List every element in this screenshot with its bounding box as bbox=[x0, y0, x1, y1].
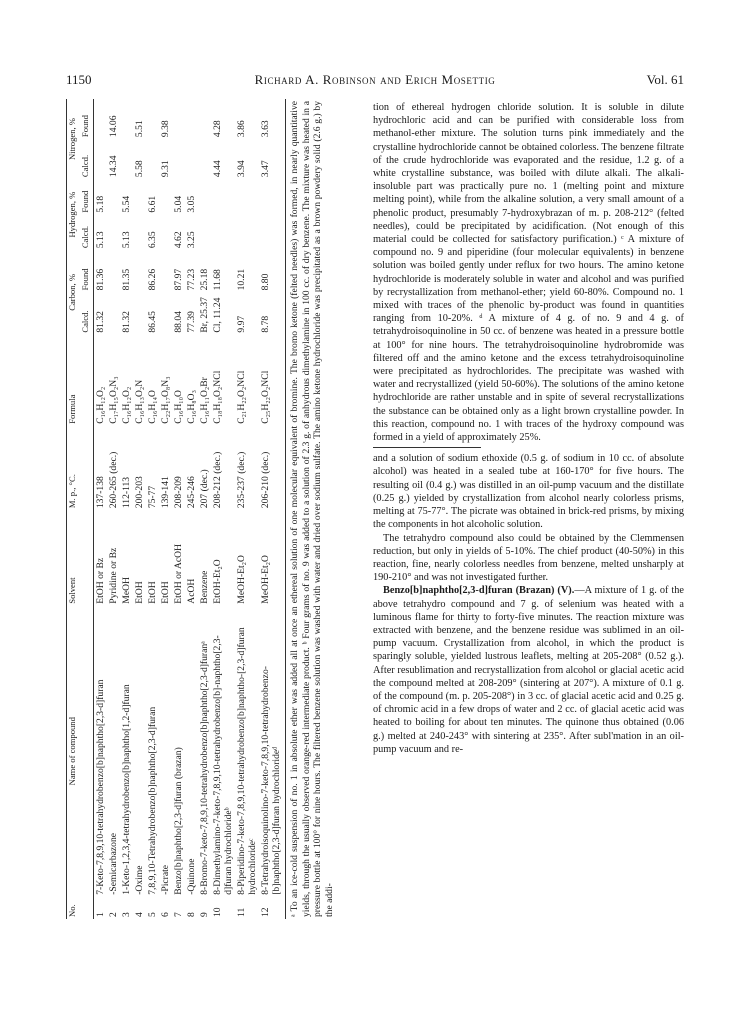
cell-h-calc bbox=[159, 215, 172, 251]
cell-solvent: AcOH bbox=[185, 578, 197, 604]
cell-h-calc: 5.13 bbox=[94, 231, 106, 249]
cell-n-found bbox=[198, 99, 211, 139]
cell-c-calc: 88.04 bbox=[172, 311, 184, 333]
cell-c-found: 11.68 bbox=[212, 269, 224, 291]
cell-h-found: 6.61 bbox=[146, 195, 158, 213]
cell-name: -Quinone bbox=[185, 858, 197, 895]
cell-c-found bbox=[159, 250, 172, 292]
cell-formula: C₁₆H₁₂O₂ bbox=[94, 386, 106, 424]
col-n-found: Found bbox=[80, 99, 93, 139]
cell-h-calc bbox=[198, 215, 211, 251]
cell-n-calc bbox=[198, 139, 211, 179]
cell-c-calc: Cl, 11.24 bbox=[212, 297, 224, 333]
col-carbon: Carbon, % bbox=[67, 250, 80, 334]
cell-name: 8-Tetrahydroisoquinolino-7-keto-7,8,9,10-tetrahydrobenzo-[b]naphtho[2,3-d]furan hydrochlorideᵈ bbox=[259, 606, 286, 897]
cell-h-calc: 6.35 bbox=[146, 231, 158, 249]
cell-c-calc: 77.39 bbox=[185, 311, 197, 333]
cell-formula: C₂₅H₂₂O₂NCl bbox=[259, 335, 286, 426]
cell-solvent: EtOH bbox=[159, 581, 171, 604]
cell-no: 6 bbox=[159, 912, 171, 917]
cell-no: 12 bbox=[259, 897, 286, 919]
cell-n-found: 14.06 bbox=[107, 115, 119, 138]
col-formula: Formula bbox=[67, 335, 80, 426]
cell-n-calc: 3.47 bbox=[259, 139, 286, 179]
cell-h-found bbox=[159, 179, 172, 215]
table-row bbox=[120, 99, 133, 919]
cell-h-found: 3.05 bbox=[185, 195, 197, 213]
cell-n-calc bbox=[172, 139, 185, 179]
cell-no: 10 bbox=[212, 907, 224, 917]
cell-h-found bbox=[259, 179, 286, 215]
table-row bbox=[133, 99, 146, 919]
col-nitrogen: Nitrogen, % bbox=[67, 99, 80, 179]
cell-n-found: 3.63 bbox=[259, 99, 286, 139]
paragraph: The tetrahydro compound also could be obtained by the Clemmensen reduction, but only in yields of 5-10%. The chief product (40-50%) in this reaction, fine, nearly colorless needles from benzene, melted unsharply at 190-210° and was not investigated further. bbox=[373, 532, 684, 584]
paragraph-text: —A mixture of 1 g. of the above tetrahydro compound and 7 g. of selenium was heated with a luminous flame for thirty to forty-five minutes. The reaction mixture was extracted with benzene, and the benzene residue was sublimed in an oil-pump vacuum. Crystallization from alcohol, in which the product is sparingly soluble, yielded lustrous leaflets, melting at 205-208° (0.52 g.). After resublimation and recrystallization from alcohol or glacial acetic acid the compound melted at 208-209° (sintering at 207°). A mixture of 0.1 g. of the compound (m. p. 205-208°) in 3 cc. of glacial acetic acid and 0.25 g. of chromic acid in a few drops of water and 2 cc. of glacial acetic acid was heated to boiling for about ten minutes. The quinone thus obtained (0.06 g.) melted at 240-243° with sintering at 235°. After subl'mation in an oil-pump vacuum and re- bbox=[373, 585, 684, 755]
cell-c-calc bbox=[133, 292, 146, 334]
cell-mp: 112-113 bbox=[120, 476, 132, 509]
col-h-calcd: Calcd. bbox=[80, 215, 93, 251]
cell-mp: 200-203 bbox=[133, 476, 145, 509]
cell-c-found: 87.97 bbox=[172, 268, 184, 291]
section-heading: Benzo[b]naphtho[2,3-d]furan (Brazan) (V). bbox=[383, 585, 575, 597]
cell-h-calc: 3.25 bbox=[185, 231, 197, 249]
cell-name: 8-Piperidino-7-keto-7,8,9,10-tetrahydrobenzo[b]naphtho-[2,3-d]furan hydrochlorideᶜ bbox=[236, 627, 259, 895]
cell-no: 8 bbox=[185, 912, 197, 917]
cell-no: 9 bbox=[199, 912, 210, 917]
cell-h-found bbox=[198, 179, 211, 215]
cell-mp: 206-210 (dec.) bbox=[259, 426, 286, 510]
cell-name: -Semicarbazone bbox=[107, 832, 119, 895]
cell-mp: 139-141 bbox=[159, 476, 171, 509]
table-row bbox=[198, 99, 211, 919]
cell-c-calc bbox=[159, 292, 172, 334]
cell-name: 8-Dimethylamino-7-keto-7,8,9,10-tetrahydrobenzo[b]-naphtho[2,3-d]furan hydrochlorideᵇ bbox=[212, 635, 235, 895]
cell-n-found: 9.38 bbox=[159, 120, 171, 138]
table-row bbox=[107, 99, 120, 919]
table-row bbox=[93, 99, 107, 919]
cell-h-calc bbox=[107, 215, 120, 251]
cell-formula: C₁₆H₁₄O bbox=[146, 390, 158, 424]
col-h-found: Found bbox=[80, 179, 93, 215]
col-c-calcd: Calcd. bbox=[80, 292, 93, 334]
cell-n-calc bbox=[146, 139, 159, 179]
cell-formula: C₁₆H₁₃O₂N bbox=[133, 379, 145, 424]
cell-c-found: 81.36 bbox=[94, 268, 106, 291]
cell-n-found: 4.28 bbox=[212, 120, 224, 138]
cell-solvent: EtOH or AcOH bbox=[172, 544, 184, 604]
col-no: No. bbox=[67, 897, 80, 919]
cell-mp: 137-138 bbox=[94, 476, 106, 509]
cell-n-calc bbox=[185, 139, 198, 179]
cell-c-found: 77.23 bbox=[185, 268, 197, 291]
table-row bbox=[146, 99, 159, 919]
cell-mp: 208-209 bbox=[172, 476, 184, 509]
cell-name: 7-Keto-7,8,9,10-tetrahydrobenzo[b]naphtho[2,3-d]furan bbox=[94, 679, 106, 895]
cell-formula: C₁₆H₈O₃ bbox=[185, 390, 197, 424]
cell-c-found: 10.21 bbox=[236, 268, 248, 291]
cell-h-calc bbox=[235, 215, 259, 251]
cell-c-found: 86.26 bbox=[146, 268, 158, 291]
cell-solvent: Benzene bbox=[199, 570, 210, 604]
cell-name: 1-Keto-1,2,3,4-tetrahydrobenzo[b]naphtho[1,2-d]furan bbox=[120, 684, 132, 895]
cell-h-found bbox=[107, 179, 120, 215]
cell-name: Benzo[b]naphtho[2,3-d]furan (brazan) bbox=[172, 747, 184, 895]
running-title: Richard A. Robinson and Erich Mosettig bbox=[254, 72, 496, 87]
cell-h-calc bbox=[211, 215, 235, 251]
cell-c-calc bbox=[107, 292, 120, 334]
cell-h-calc: 5.13 bbox=[120, 231, 132, 249]
footnote-rule bbox=[373, 447, 481, 448]
cell-c-calc: 81.32 bbox=[94, 311, 106, 333]
cell-name: -Picrate bbox=[159, 864, 171, 895]
cell-mp: 75-77 bbox=[146, 485, 158, 509]
cell-mp: 260-265 (dec.) bbox=[107, 451, 119, 509]
table-row bbox=[259, 99, 286, 919]
table-row bbox=[159, 99, 172, 919]
cell-solvent: EtOH-Et₂O bbox=[212, 559, 224, 604]
cell-solvent: EtOH or Bz bbox=[94, 557, 106, 604]
cell-name: -Oxime bbox=[133, 865, 145, 895]
cell-c-calc: 8.78 bbox=[259, 292, 286, 334]
cell-formula: C₁₆H₁₂O₂ bbox=[120, 386, 132, 424]
cell-n-calc: 3.94 bbox=[236, 160, 248, 178]
cell-c-found: 25.18 bbox=[199, 268, 210, 291]
col-n-calcd: Calcd. bbox=[80, 139, 93, 179]
cell-no: 2 bbox=[107, 912, 119, 917]
cell-c-calc: Br, 25.37 bbox=[199, 297, 210, 333]
running-header bbox=[66, 72, 684, 94]
cell-n-calc: 5.58 bbox=[133, 160, 145, 178]
cell-mp: 208-212 (dec.) bbox=[212, 451, 224, 509]
cell-c-calc: 86.45 bbox=[146, 311, 158, 333]
compound-table bbox=[66, 99, 356, 919]
col-c-found: Found bbox=[80, 250, 93, 292]
cell-solvent: EtOH bbox=[146, 581, 158, 604]
cell-solvent: EtOH bbox=[133, 581, 145, 604]
cell-formula: C₁₇H₁₅O₂N₃ bbox=[107, 376, 119, 424]
cell-no: 5 bbox=[146, 912, 158, 917]
cell-solvent: MeOH-Et₂O bbox=[236, 555, 248, 604]
paragraph bbox=[373, 584, 684, 756]
paragraph: tion of ethereal hydrogen chloride solution. It is soluble in dilute hydrochloric acid and can be purified with considerable loss from methanol-ether mixture. The solution turns pink immediately and the crystalline hydrochloride cannot be obtained colorless. The benzene filtrate of the crude hydrochloride was evaporated and the residue, 1.2 g. of a white crystalline substance, was boiled with dilute alkali. The alkali-insoluble part was practically pure no. 1 (melting point and mixture melting point), while from the alkaline solution, a very small amount of a phenolic product, presumably 7-hydroxybrazan of m. p. 208-212° (felted needles), could be precipitated by acidification. (Not enough of this material could be collected for satisfactory purification.) ᶜ A mixture of compound no. 9 and piperidine (four molecular equivalents) in benzene solution was boiled gently under reflux for two hours. The amino ketone hydrochloride is moderately soluble in water and alcohol and was purified by recrystallization from methanol-ether; yield 60-80%. Compound no. 1 mixed with traces of the phenolic by-product was found in quantities ranging from 10-20%. ᵈ A mixture of 4 g. of no. 9 and 4 g. of tetrahydroisoquinoline in 50 cc. of benzene was heated in a pressure bottle at 100° for nine hours. The tetrahydroisoquinoline hydrobromide was filtered off and the amino ketone and the excess tetrahydroisoquinoline were precipitated as hydrochlorides. The precipitate was washed with water and recrystallized (yield 50-60%). The solutions of the amino ketone hydrochloride are rather unstable and in spite of several recrystallizations the substance can be obtained only as a light brown crystalline powder. In this reaction, compound no. 1 with traces of the hydroxy compound was formed in a yield of approximately 25%. bbox=[373, 102, 684, 444]
cell-name: 7,8,9,10-Tetrahydrobenzo[b]naphtho[2,3-d]furan bbox=[146, 706, 158, 895]
cell-formula: C₁₆H₁₁O₂Br bbox=[199, 377, 210, 424]
cell-name: 8-Bromo-7-keto-7,8,9,10-tetrahydrobenzo[b]naphtho[2,3-d]furanᵃ bbox=[199, 641, 210, 895]
col-name: Name of compound bbox=[67, 606, 80, 897]
col-hydrogen: Hydrogen, % bbox=[67, 179, 80, 250]
table-row bbox=[235, 99, 259, 919]
cell-n-found: 5.51 bbox=[133, 120, 145, 138]
cell-mp: 207 (dec.) bbox=[199, 469, 210, 509]
cell-solvent: MeOH bbox=[120, 577, 132, 604]
cell-mp: 235-237 (dec.) bbox=[236, 451, 248, 509]
cell-h-found bbox=[211, 179, 235, 215]
cell-c-found: 8.80 bbox=[259, 250, 286, 292]
cell-c-found bbox=[107, 250, 120, 292]
cell-h-found: 5.18 bbox=[94, 195, 106, 213]
cell-n-calc: 9.31 bbox=[159, 160, 171, 178]
cell-n-found bbox=[146, 99, 159, 139]
cell-no: 7 bbox=[172, 912, 184, 917]
cell-h-found bbox=[235, 179, 259, 215]
cell-formula: C₂₂H₁₇O₈N₃ bbox=[159, 376, 171, 424]
cell-h-found: 5.04 bbox=[172, 195, 184, 213]
cell-no: 11 bbox=[236, 907, 248, 917]
rotated-table-region bbox=[66, 99, 356, 919]
cell-no: 4 bbox=[133, 912, 145, 917]
cell-h-calc: 4.62 bbox=[172, 231, 184, 249]
page-number: 1150 bbox=[66, 72, 92, 87]
cell-n-found: 3.86 bbox=[236, 120, 248, 138]
cell-c-found bbox=[133, 250, 146, 292]
cell-h-calc bbox=[133, 215, 146, 251]
table-footnote: ᵃ To an ice-cold suspension of no. 1 in absolute ether was added all at once an ethereal solution of one molecular equivalent of bromine. The bromo ketone (felted needles) was formed, in nearly quantitative yields, through the usually observed orange-red intermediate product. ᵇ Four grams of no. 9 was added to a solution of 2.3 g. of anhydrous dimethylamine in 100 cc. of dry benzene. The mixture was heated in a pressure bottle at 100° for nine hours. The filtered benzene solution was washed with water and dried over sodium sulfate. The amino ketone hydrochloride was precipitated as a brown powdery solid (2.6 g.) by the addi- bbox=[289, 101, 335, 917]
cell-h-found: 5.54 bbox=[120, 195, 132, 213]
body-text-column bbox=[373, 101, 684, 756]
cell-solvent: Pyridine or Bz bbox=[107, 547, 119, 604]
col-solvent: Solvent bbox=[67, 510, 80, 606]
cell-n-calc bbox=[93, 139, 107, 179]
table-row bbox=[211, 99, 235, 919]
cell-h-calc bbox=[259, 215, 286, 251]
cell-formula: C₂₁H₂₂O₂NCl bbox=[236, 370, 248, 424]
volume-label: Vol. 61 bbox=[646, 72, 684, 87]
cell-n-found bbox=[93, 99, 107, 139]
cell-n-calc bbox=[120, 139, 133, 179]
cell-n-calc: 4.44 bbox=[212, 160, 224, 178]
cell-mp: 245-246 bbox=[185, 476, 197, 509]
col-mp: M. p., °C. bbox=[67, 426, 80, 510]
cell-n-found bbox=[172, 99, 185, 139]
table-row bbox=[172, 99, 185, 919]
cell-n-calc: 14.34 bbox=[107, 155, 119, 178]
cell-solvent: MeOH-Et₂O bbox=[259, 510, 286, 606]
cell-no: 3 bbox=[120, 912, 132, 917]
cell-c-calc: 81.32 bbox=[120, 311, 132, 333]
cell-h-found bbox=[133, 179, 146, 215]
cell-n-found bbox=[120, 99, 133, 139]
cell-c-found: 81.35 bbox=[120, 268, 132, 291]
table-row bbox=[185, 99, 198, 919]
cell-formula: C₁₆H₁₀O bbox=[172, 390, 184, 424]
paragraph: and a solution of sodium ethoxide (0.5 g. of sodium in 10 cc. of absolute alcohol) was heated in a sealed tube at 160-170° for five hours. The resulting oil (0.4 g.) was distilled in an oil-pump vacuum and the distillate (0.25 g.) yielded by crystallization from alcohol nearly colorless prisms, melting at 75-77°. The picrate was obtained in brick-red prisms, by mixing the components in hot alcoholic solution. bbox=[373, 453, 684, 531]
cell-formula: C₁₈H₁₈O₂NCl bbox=[212, 370, 224, 424]
cell-n-found bbox=[185, 99, 198, 139]
cell-no: 1 bbox=[94, 912, 106, 917]
cell-c-calc: 9.97 bbox=[236, 315, 248, 333]
